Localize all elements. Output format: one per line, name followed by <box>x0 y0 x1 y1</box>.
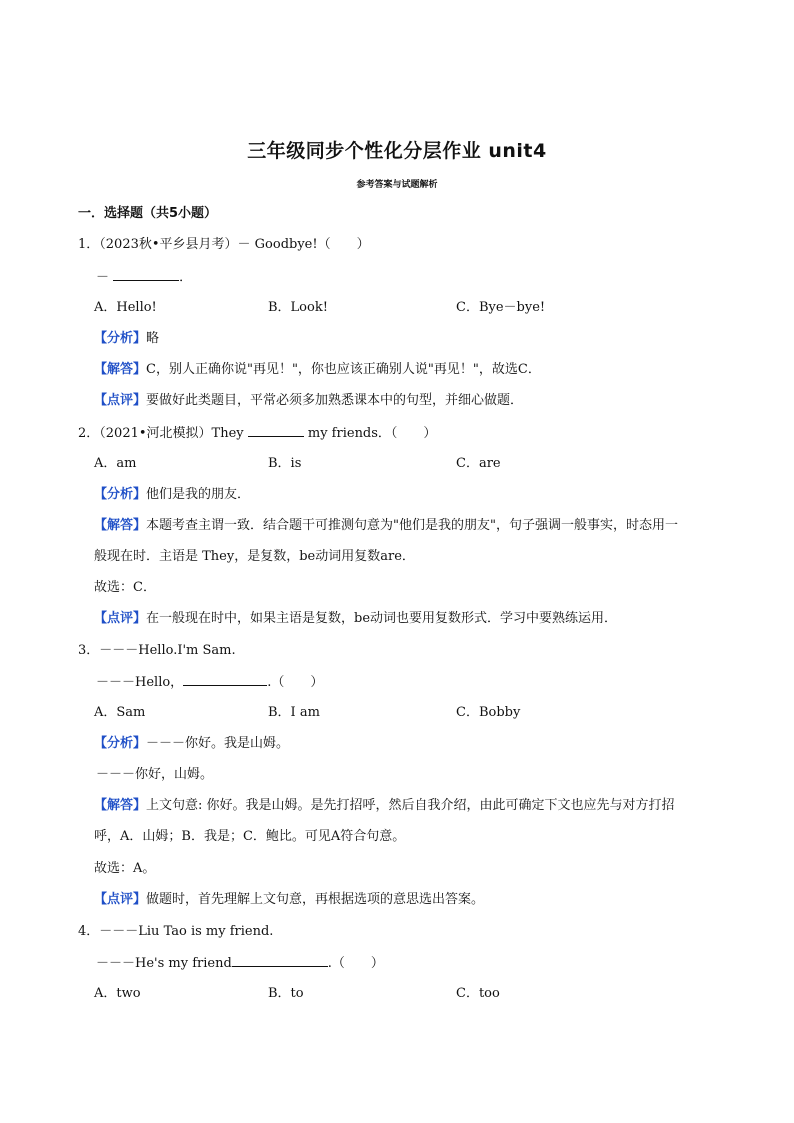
q3-analysis-line2: －－－你好，山姆。 <box>96 767 214 782</box>
comment-tag: 【点评】 <box>94 393 147 408</box>
document-subtitle: 参考答案与试题解析 <box>356 180 438 190</box>
q1-line2-suffix: ． <box>179 270 193 285</box>
q3-solution <box>94 797 675 815</box>
q1-solution-text: C，别人正确你说"再见！"，你也应该正确别人说"再见！"，故选C． <box>146 362 541 377</box>
q2-stem-suffix: my friends．（ ） <box>303 426 437 441</box>
q2-comment <box>94 610 617 628</box>
q3-analysis <box>94 735 289 753</box>
document-title: 三年级同步个性化分层作业 unit4 <box>247 140 547 162</box>
solution-tag: 【解答】 <box>94 362 147 377</box>
q2-stem-prefix: 2．（2021•河北模拟）They <box>78 426 248 441</box>
q1-analysis-text: 略 <box>146 331 160 346</box>
analysis-tag: 【分析】 <box>94 331 147 346</box>
q1-solution <box>94 361 541 379</box>
q4-option-b: B．to <box>268 986 304 1001</box>
analysis-tag: 【分析】 <box>94 736 147 751</box>
q3-option-a: A．Sam <box>94 705 146 720</box>
answer-blank <box>232 954 328 967</box>
q2-solution-line2: 般现在时．主语是 They，是复数，be动词用复数are． <box>94 549 415 564</box>
q2-comment-text: 在一般现在时中，如果主语是复数，be动词也要用复数形式．学习中要熟练运用． <box>146 611 618 626</box>
q3-option-c: C．Bobby <box>456 705 521 720</box>
q3-comment <box>94 891 484 909</box>
q3-comment-text: 做题时，首先理解上文句意，再根据选项的意思选出答案。 <box>146 892 485 907</box>
answer-blank <box>248 424 304 437</box>
q3-analysis-text: －－－你好。我是山姆。 <box>146 736 290 751</box>
comment-tag: 【点评】 <box>94 611 147 626</box>
q3-stem: 3．－－－Hello.I'm Sam. <box>78 643 236 658</box>
q3-line2-prefix: －－－Hello， <box>96 675 184 690</box>
comment-tag: 【点评】 <box>94 892 147 907</box>
analysis-tag: 【分析】 <box>94 487 147 502</box>
q3-solution-line1: 上文句意: 你好。我是山姆。是先打招呼，然后自我介绍，由此可确定下文也应先与对方打招 <box>146 798 675 813</box>
q2-analysis <box>94 486 250 504</box>
q2-solution-line3: 故选：C． <box>94 580 156 595</box>
q3-line2-suffix: .（ ） <box>267 675 324 690</box>
q1-comment <box>94 392 523 410</box>
q2-stem <box>78 424 436 443</box>
q1-option-a: A．Hello! <box>94 300 157 315</box>
q1-option-b: B．Look! <box>268 300 328 315</box>
q1-line2-prefix: － <box>96 270 114 285</box>
q4-option-a: A．two <box>94 986 141 1001</box>
q3-solution-line2: 呼，A．山姆；B．我是；C．鲍比。可见A符合句意。 <box>94 829 406 844</box>
q3-answer-line <box>96 673 323 692</box>
solution-tag: 【解答】 <box>94 798 147 813</box>
q1-comment-text: 要做好此类题目，平常必须多加熟悉课本中的句型，并细心做题． <box>146 393 524 408</box>
q2-option-b: B．is <box>268 456 302 471</box>
solution-tag: 【解答】 <box>94 518 147 533</box>
q2-solution-line1: 本题考查主谓一致．结合题干可推测句意为"他们是我的朋友"，句子强调一般事实，时态用一 <box>146 518 678 533</box>
q2-option-a: A．am <box>94 456 137 471</box>
q4-stem: 4．－－－Liu Tao is my friend. <box>78 924 274 939</box>
q4-line2-prefix: －－－He's my friend <box>96 956 232 971</box>
q2-analysis-text: 他们是我的朋友． <box>146 487 251 502</box>
q2-option-c: C．are <box>456 456 501 471</box>
q4-option-c: C．too <box>456 986 500 1001</box>
answer-blank <box>113 268 179 281</box>
q1-option-c: C．Bye－bye! <box>456 300 546 315</box>
section-heading: 一．选择题（共5小题） <box>78 206 218 221</box>
q1-answer-line <box>96 268 192 287</box>
q1-analysis <box>94 330 159 348</box>
answer-blank <box>183 673 267 686</box>
q1-stem: 1．（2023秋•平乡县月考）－ Goodbye!（ ） <box>78 237 370 252</box>
q4-answer-line <box>96 954 384 973</box>
q4-line2-suffix: .（ ） <box>327 956 384 971</box>
q3-option-b: B．I am <box>268 705 320 720</box>
q3-solution-line3: 故选：A。 <box>94 861 156 876</box>
q2-solution <box>94 517 678 535</box>
